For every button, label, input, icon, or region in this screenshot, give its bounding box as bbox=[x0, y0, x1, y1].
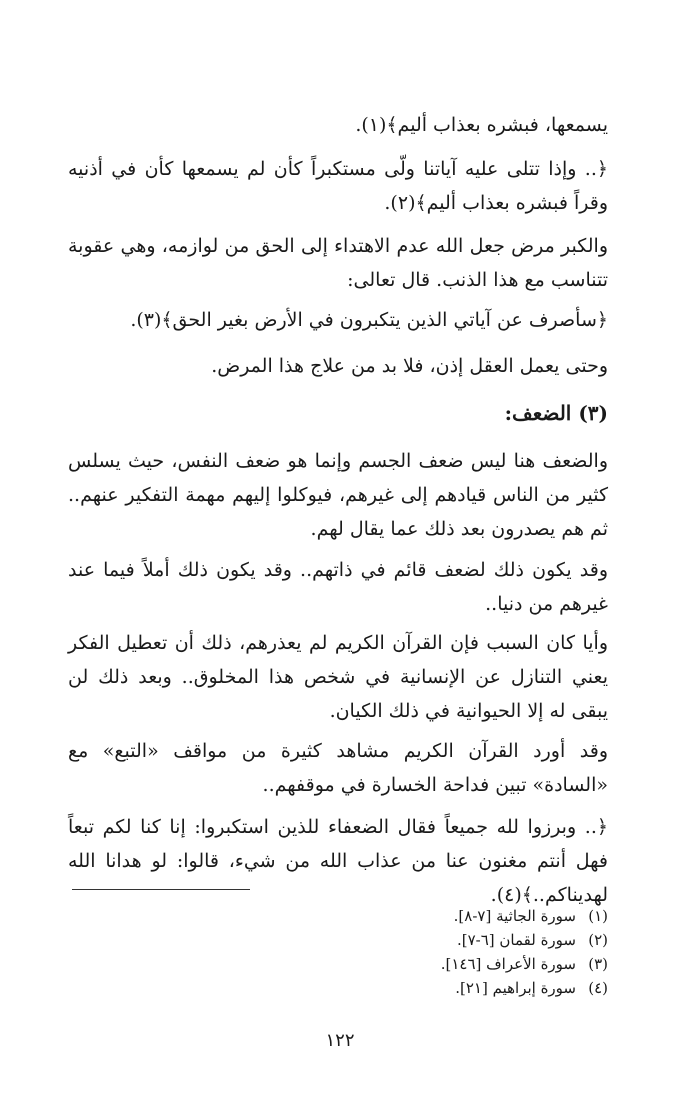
paragraph-1: يسمعها، فبشره بعذاب أليم﴾(١). bbox=[355, 114, 608, 136]
footnote-number: (٤) bbox=[588, 979, 608, 997]
footnote-item bbox=[308, 904, 608, 928]
page-number: ١٢٢ bbox=[325, 1030, 355, 1051]
footnote-item bbox=[308, 928, 608, 952]
footnote-divider bbox=[72, 889, 250, 890]
paragraph-4-quran-verse: ﴿سأصرف عن آياتي الذين يتكبرون في الأرض بغير الحق﴾(٣). bbox=[130, 309, 608, 331]
footnote-item bbox=[308, 976, 608, 1000]
paragraph-9: وقد أورد القرآن الكريم مشاهد كثيرة من مواقف «التبع» مع «السادة» تبين فداحة الخسارة في موقفهم.. bbox=[68, 740, 608, 796]
paragraph-5: وحتى يعمل العقل إذن، فلا بد من علاج هذا المرض. bbox=[211, 355, 608, 377]
footnotes bbox=[308, 904, 608, 1000]
footnote-text: سورة الأعراف [١٤٦]. bbox=[440, 955, 576, 973]
paragraph-3: والكبر مرض جعل الله عدم الاهتداء إلى الحق من لوازمه، وهي عقوبة تتناسب مع هذا الذنب. قال تعالى: bbox=[68, 235, 608, 291]
section-heading: (٣) الضعف: bbox=[504, 401, 608, 425]
paragraph-10-quran-verse: ﴿.. وبرزوا لله جميعاً فقال الضعفاء للذين استكبروا: إنا كنا لكم تبعاً فهل أنتم مغنون عنا من عذاب الله من شيء، قالوا: لو هدانا الله لهديناكم..﴾(٤). bbox=[68, 816, 608, 906]
paragraph-8: وأيا كان السبب فإن القرآن الكريم لم يعذرهم، ذلك أن تعطيل الفكر يعني التنازل عن الإنسانية في شخص هذا المخلوق.. وبعد ذلك لن يبقى له إلا الحيوانية في ذلك الكيان. bbox=[68, 632, 608, 722]
footnote-number: (١) bbox=[588, 907, 608, 925]
paragraph-6: والضعف هنا ليس ضعف الجسم وإنما هو ضعف النفس، حيث يسلس كثير من الناس قيادهم إلى غيرهم، فيوكلوا إليهم مهمة التفكير عنهم.. ثم هم يصدرون بعد ذلك عما يقال لهم. bbox=[68, 450, 608, 540]
footnote-number: (٢) bbox=[588, 931, 608, 949]
footnote-number: (٣) bbox=[588, 955, 608, 973]
paragraph-2-quran-verse: ﴿.. وإذا تتلى عليه آياتنا ولّى مستكبراً كأن لم يسمعها كأن في أذنيه وقراً فبشره بعذاب أليم﴾(٢). bbox=[68, 158, 608, 214]
footnote-item bbox=[308, 952, 608, 976]
paragraph-7: وقد يكون ذلك لضعف قائم في ذاتهم.. وقد يكون ذلك أملاً فيما عند غيرهم من دنيا.. bbox=[68, 559, 608, 615]
footnote-text: سورة الجاثية [٧-٨]. bbox=[453, 907, 576, 925]
footnote-text: سورة إبراهيم [٢١]. bbox=[455, 979, 576, 997]
footnote-text: سورة لقمان [٦-٧]. bbox=[456, 931, 576, 949]
